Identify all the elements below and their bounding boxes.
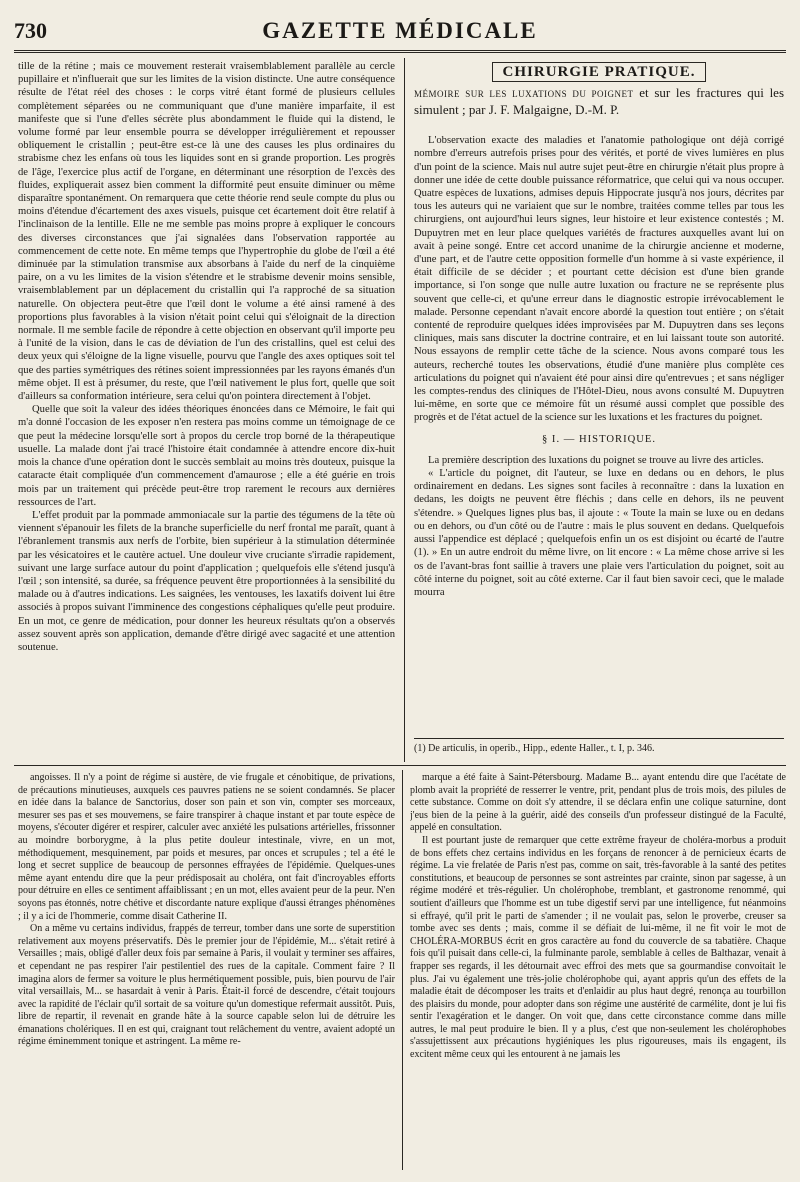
journal-title: GAZETTE MÉDICALE bbox=[262, 18, 538, 43]
page-number: 730 bbox=[14, 18, 47, 43]
article-title-rest: et sur les fractures qui les simulent ; par J. F. Malgaigne, D.-M. P. bbox=[414, 85, 784, 118]
bottom-column-divider bbox=[402, 770, 403, 1170]
bottom-right-paragraph: Il est pourtant juste de remarquer que cette extrême frayeur de choléra-morbus a produit de bons effets chez certains individus en les forçans de renoncer à de pernicieux écarts de régime. La vie frelatée de Paris n'est pas, comme on sait, très-favorable à la santé des petites constitutions, et beaucoup de personnes se sont astreintes par crainte, sinon par sagesse, à un régime modéré et très-régulier. Un cholérophobe, tremblant, et gastronome renommé, qui soutient d'ailleurs que l'homme est un tube digestif servi par une intelligence, fut néanmoins si effrayé, qu'il prit le parti de s'amender ; il ne voulait pas, selon le proverbe, creuser sa tombe avec ses dents ; mais, comme il se défiait de lui-même, il ne fit voir le mot de CHOLÉRA-MORBUS écrit en gros caractère au fond du couvercle de sa tabatière. Chaque fois qu'il puisait dans celle-ci, la fulminante parole, semblable à celles de Balthazar, venait à frapper ses regards, il les détournait avec effroi des mets que sa gourmandise convoitait le plus. J'ai vu également une très-jolie cholérophobe qui, ayant appris qu'un des effets de la maladie était de décomposer les traits et d'enlaidir au plus haut degré, renonça au tourbillon des plaisirs du monde, pour adopter dans son régime une austérité de carmélite, dont je lui fis sentir l'exagération et le danger. On voit que, dans cette circonstance comme dans mille autres, le mal peut produire le bien. Il y a plus, c'est que non-seulement les cholérophobes s'assujettissent aux précautions hygiéniques les plus rigoureuses, mais ils engagent, ils excitent même ceux qui les entourent à ne jamais les bbox=[410, 834, 786, 1061]
header-rule bbox=[14, 50, 786, 53]
footnote: (1) De articulis, in operib., Hipp., edente Haller., t. I, p. 346. bbox=[414, 738, 784, 754]
left-paragraph: tille de la rétine ; mais ce mouvement resterait vraisemblablement parallèle au cercle pupillaire et n'influerait que sur les limites de la vision distincte. Une autre conséquence résulte de l'état réel des choses : le corps vitré étant formé de plusieurs cellules complètement séparées ou ne communiquant que d'une manière imparfaite, il est manifeste que si l'une d'elles sécrète plus abondamment le fluide qui la distend, le volume formé par leur ensemble pourra se développer irrégulièrement et repousser obliquement le cristallin ; peut-être est-ce là une des causes les plus ordinaires du strabisme chez les enfans où tous les liquides sont en si grande proportion. Les progrès de l'âge, l'exercice plus actif de l'organe, en déterminant une résorption de l'excès des fluides, expliquerait assez bien comment la difformité peut ensuite diminuer ou même disparaître spontanément. On remarquera que cette théorie rend seule compte du plus ou moins d'étendue d'écartement des axes visuels, puisque cet écartement doit être relatif à l'inclinaison de la lentille. Elle ne me semble pas moins propre à expliquer le concours des diverses circonstances que j'ai signalées dans l'observation rapportée au commencement de cette note. En même temps que l'hypertrophie du globe de l'œil a été diminuée par la stimulation transmise aux absorbans à l'aide du nerf de la cinquième paire, on a vu les limites de la vision s'étendre et le strabisme devenir moins sensible, vraisemblablement par un déplacement du cristallin qui l'a rapproché de sa situation naturelle. On objectera peut-être que l'œil dont le volume a été ainsi ramené à des proportions plus favorables à la vision n'était point celui qui s'éloignait de la direction normale. Il me semble facile de répondre à cette objection en observant qu'il importe peu à l'unité de la vision, dans le cas de déviation de l'un des cristallins, quel est celui des deux yeux qui s'éloigne de la ligne visuelle, pourvu que l'angle des axes optiques soit tel que des parties symétriques des rétines soient impressionnées par les rayons émanés d'un même objet. Il est à présumer, du reste, que l'œil nativement le plus fort, quelle que soit d'ailleurs sa conformation intérieure, sera celui qu'on pointera directement à l'objet. bbox=[18, 61, 395, 403]
page-header bbox=[14, 18, 786, 48]
bottom-left-paragraph: On a même vu certains individus, frappés de terreur, tomber dans une sorte de superstition relativement aux moyens préservatifs. Dès le premier jour de l'épidémie, M... s'était retiré à Versailles ; mais, obligé d'aller deux fois par semaine à Paris, il voulait y terminer ses affaires, et cependant ne pas respirer l'air pestilentiel des rues de la capitale. Comment faire ? Il imagina alors de fermer sa voiture le plus hermétiquement possible, puis, bien pourvu de l'air vital versaillais, M... se hasardait à venir à Paris. Était-il forcé de descendre, c'était toujours avec la rapidité de l'éclair qu'il sortait de sa voiture qu'un domestique refermait aussitôt. Puis, libre de repartir, il revenait en grande hâte à la source capable selon lui de détruire les émanations cholériques. Il en est qui, craignant tout relâchement du ventre, avaient adopté un régime éminemment tonique et astringent. La même re- bbox=[18, 923, 395, 1048]
section-heading bbox=[414, 66, 784, 79]
column-divider bbox=[404, 58, 405, 762]
right-column bbox=[414, 60, 784, 762]
bottom-right-column bbox=[410, 772, 786, 1172]
left-paragraph: Quelle que soit la valeur des idées théoriques énoncées dans ce Mémoire, le fait qui m'a donné l'occasion de les exposer n'en restera pas moins comme un témoignage de ce que peut la médecine lorsqu'elle sort à propos du cercle trop borné de la thérapeutique usuelle. La malade dont j'ai tracé l'histoire était condamnée à attendre encore dix-huit mois la chance d'une opération dont le succès semblait au moins très douteux, puisque la cataracte était compliquée d'un commencement d'amaurose ; elle a été guérie en trois mois par un traitement qui précède peut-être trop rarement le recours aux dernières ressources de l'art. bbox=[18, 404, 395, 508]
subsection-heading: § I. — HISTORIQUE. bbox=[541, 433, 657, 445]
bottom-left-column bbox=[18, 772, 395, 1172]
bottom-right-paragraph: marque a été faite à Saint-Pétersbourg. Madame B... ayant entendu dire que l'acétate de plomb avait la propriété de resserrer le ventre, prit, pendant plus de trois mois, des pilules de cette substance. Comme on doit s'y attendre, il se déclara enfin une colique saturnine, dont j'eus bien de la peine à la guérir, aidé des conseils d'un professeur distingué de la Faculté, appelé en consultation. bbox=[410, 772, 786, 834]
history-paragraph: « L'article du poignet, dit l'auteur, se luxe en dedans ou en dehors, le plus ordinairement en dedans. Les signes sont faciles à reconnaître : dans la luxation en dedans, les doigts ne peuvent être fléchis ; dans celle en dehors, ils ne peuvent s'étendre. » Quelques lignes plus bas, il ajoute : « Toute la main se luxe ou en dedans ou en dehors, ou d'un côté ou de l'autre : mais le plus souvent en dedans. Quelquefois aussi l'appendice est déplacé ; quelquefois enfin un os est disjoint ou écarté de l'autre (1). » En un autre endroit du même livre, on lit encore : « La même chose arrive si les os de l'avant-bras font saillie à travers une plaie vers l'articulation du poignet, soit au côté interne du poignet, soit au côté externe. Car il faut bien savoir ceci, que le malade mourra bbox=[414, 468, 784, 598]
history-paragraph: La première description des luxations du poignet se trouve au livre des articles. bbox=[428, 454, 764, 466]
article-title-smallcaps: MÉMOIRE SUR LES LUXATIONS DU POIGNET bbox=[414, 89, 634, 100]
section-rule bbox=[14, 765, 786, 766]
left-paragraph: L'effet produit par la pommade ammoniacale sur la partie des tégumens de la tête où viennent s'épanouir les filets de la branche superficielle du nerf frontal me paraît, quant à l'ébranlement transmis aux nerfs de l'orbite, bien supérieur à la stimulation déterminée par les vésicatoires et le cautère actuel. Une douleur vive cruciante s'irradie rapidement, suivant une large surface autour du point d'application ; quelquefois elle s'étend jusqu'à l'œil ; son intensité, sa durée, sa fréquence peuvent être proportionnées à la sensibilité du malade ou à d'autres indications. Les saignées, les ventouses, les laxatifs doivent lui être associés à propos suivant l'imminence des congestions céphaliques qu'elle peut produire. En un mot, ce genre de médication, pour donner les heureux résultats qu'on a observés assez souvent après son application, demande d'être dirigé avec sagacité et une attention soutenue. bbox=[18, 509, 395, 653]
bottom-left-paragraph: angoisses. Il n'y a point de régime si austère, de vie frugale et cénobitique, de privations, de précautions minutieuses, auxquels ces pauvres patiens ne se soient condamnés. Se placer en idée dans la balance de Sanctorius, doser son pain et son vin, compter ses morceaux, mesurer ses pas et ses mouvemens, se faire transpirer à chaque instant et par toute espèce de moyens, s'écouter digérer et respirer, calculer avec anxiété les pulsations artérielles, frissonner au moindre borborygme, à la plus petite douleur intestinale, vivre, en un mot, méthodiquement, mesquinement, par poids et mesures, par onces et scrupules ; tel a été le long et secret supplice de beaucoup de personnes effrayées de l'épidémie. Quelques-unes même ayant entendu dire que la peur prédisposait au choléra, ont fait d'incroyables efforts pour détruire en elles ce sentiment affaiblissant ; en un mot, elles avaient peur de la peur. N'en soyons pas étonnés, notre chétive et discordante nature explique d'aussi étranges phénomènes ; il y a ici de l'hommerie, comme disait Catherine II. bbox=[18, 772, 395, 922]
intro-paragraph: L'observation exacte des maladies et l'anatomie pathologique ont déjà corrigé nombre d'erreurs autrefois prises pour des vérités, et porté de vives lumières en plus d'un point de la science. Mais nul autre sujet peut-être en chirurgie n'était plus propre à donner une idée de cette double puissance réformatrice, que celui qui va nous occuper. Quatre espèces de luxations, admises depuis Hippocrate jusqu'à nos jours, décrites par tous les auteurs qui ne variaient que sur le nombre, traitées comme telles par tous les chirurgiens, ont aujourd'hui leurs signes, leur histoire et leur existence contestés ; M. Dupuytren met en leur place quelques variétés de fractures auxquelles avant lui on avait à peine songé. Entre cet accord unanime de la chirurgie ancienne et moderne, d'une part, et de l'autre cette opposition formelle d'un homme à si vaste expérience, il était difficile de se décider ; et pourtant cette décision est d'une bien grande importance, si l'on songe que nulle autre luxation ou fracture ne se représente plus souvent que celle-ci, et qu'une erreur dans le diagnostic estropie irrévocablement le malade. Personne cependant n'avait encore abordé la question tout entière ; on s'était contenté de reproduire quelques idées improvisées par M. Dupuytren dans ses leçons cliniques, mais sans discuter la doctrine contraire, et en lui laissant toute son autorité. Nous essayons de remplir cette tâche de la science. Nous avons comparé tous les auteurs, recherché toutes les observations, étudié d'une manière plus complète ces articulations du poignet qui n'avaient été pour ainsi dire qu'entrevues ; et sans négliger les comptes-rendus des cliniques de l'Hôtel-Dieu, nous avons consulté M. Dupuytren lui-même, en sorte que ce mémoire fût un résumé aussi complet que possible des progrès et de l'état actuel de la science sur les luxations et les fractures du poignet. bbox=[414, 135, 784, 424]
section-heading-text: CHIRURGIE PRATIQUE. bbox=[492, 62, 707, 82]
left-column bbox=[18, 60, 395, 762]
article-title bbox=[414, 85, 784, 118]
